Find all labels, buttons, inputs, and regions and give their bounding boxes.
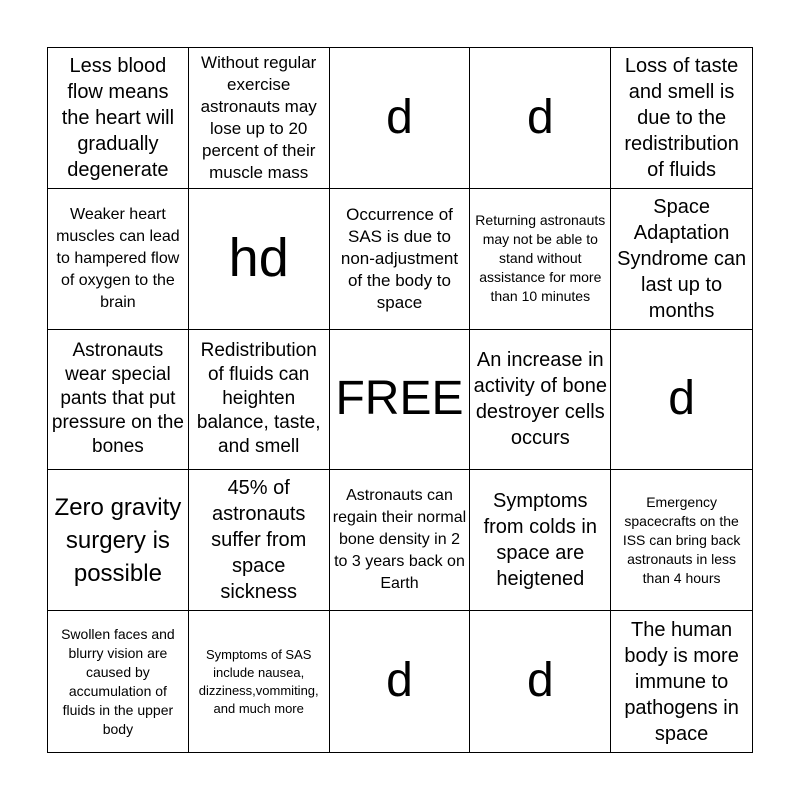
cell-text: Less blood flow means the heart will gradually degenerate (61, 54, 175, 181)
bingo-cell[interactable] (470, 48, 611, 189)
cell-text: The human body is more immune to pathogens in space (624, 618, 739, 745)
bingo-cell[interactable] (611, 48, 752, 189)
bingo-cell[interactable] (611, 470, 752, 611)
bingo-cell[interactable] (48, 611, 189, 752)
cell-text: Symptoms from colds in space are heigtened (483, 490, 597, 591)
cell-text: Emergency spacecrafts on the ISS can bring back astronauts in less than 4 hours (622, 493, 741, 586)
bingo-cell[interactable] (48, 189, 189, 330)
bingo-cell[interactable] (48, 48, 189, 189)
bingo-cell[interactable] (189, 611, 330, 752)
bingo-cell[interactable] (470, 470, 611, 611)
bingo-cell[interactable] (189, 470, 330, 611)
bingo-cell[interactable] (611, 189, 752, 330)
cell-text: Returning astronauts may not be able to stand without assistance for more than 10 minutes (475, 212, 606, 305)
cell-text: Without regular exercise astronauts may lose up to 20 percent of their muscle mass (200, 52, 317, 182)
cell-text: d (526, 90, 554, 144)
cell-text: d (386, 90, 413, 144)
cell-text: Swollen faces and blurry vision are caused by accumulation of fluids in the upper body (61, 625, 175, 737)
cell-text: Symptoms of SAS include nausea, dizziness,vommiting, and much more (198, 646, 319, 716)
bingo-cell[interactable] (189, 189, 330, 330)
bingo-board (47, 47, 753, 753)
cell-text: Zero gravity surgery is possible (54, 493, 182, 587)
cell-text: d (526, 654, 554, 708)
bingo-cell[interactable] (189, 330, 330, 471)
cell-text: 45% of astronauts suffer from space sickness (211, 477, 307, 604)
free-space-label: FREE (335, 372, 464, 426)
cell-text: Astronauts wear special pants that put pressure on the bones (51, 340, 184, 458)
cell-text: Loss of taste and smell is due to the redistribution of fluids (624, 54, 739, 181)
bingo-cell[interactable] (470, 189, 611, 330)
cell-text: Astronauts can regain their normal bone density in 2 to 3 years back on Earth (332, 487, 467, 593)
bingo-cell[interactable] (470, 611, 611, 752)
bingo-cell[interactable] (330, 611, 471, 752)
bingo-cell[interactable] (611, 611, 752, 752)
cell-text: d (668, 372, 695, 426)
cell-text: Occurrence of SAS is due to non-adjustment of the body to space (340, 204, 459, 312)
bingo-cell[interactable] (330, 48, 471, 189)
cell-text: Weaker heart muscles can lead to hampered flow of oxygen to the brain (56, 205, 180, 311)
bingo-cell[interactable] (48, 470, 189, 611)
cell-text: Redistribution of fluids can heighten balance, taste, and smell (196, 340, 321, 458)
free-space-cell[interactable] (330, 330, 471, 471)
bingo-cell[interactable] (189, 48, 330, 189)
bingo-cell[interactable] (470, 330, 611, 471)
bingo-cell[interactable] (48, 330, 189, 471)
cell-text: An increase in activity of bone destroyer cells occurs (473, 349, 607, 450)
cell-text: d (386, 654, 413, 708)
bingo-cell[interactable] (330, 189, 471, 330)
cell-text: hd (228, 228, 289, 288)
bingo-cell[interactable] (330, 470, 471, 611)
cell-text: Space Adaptation Syndrome can last up to months (617, 195, 747, 322)
bingo-cell[interactable] (611, 330, 752, 471)
